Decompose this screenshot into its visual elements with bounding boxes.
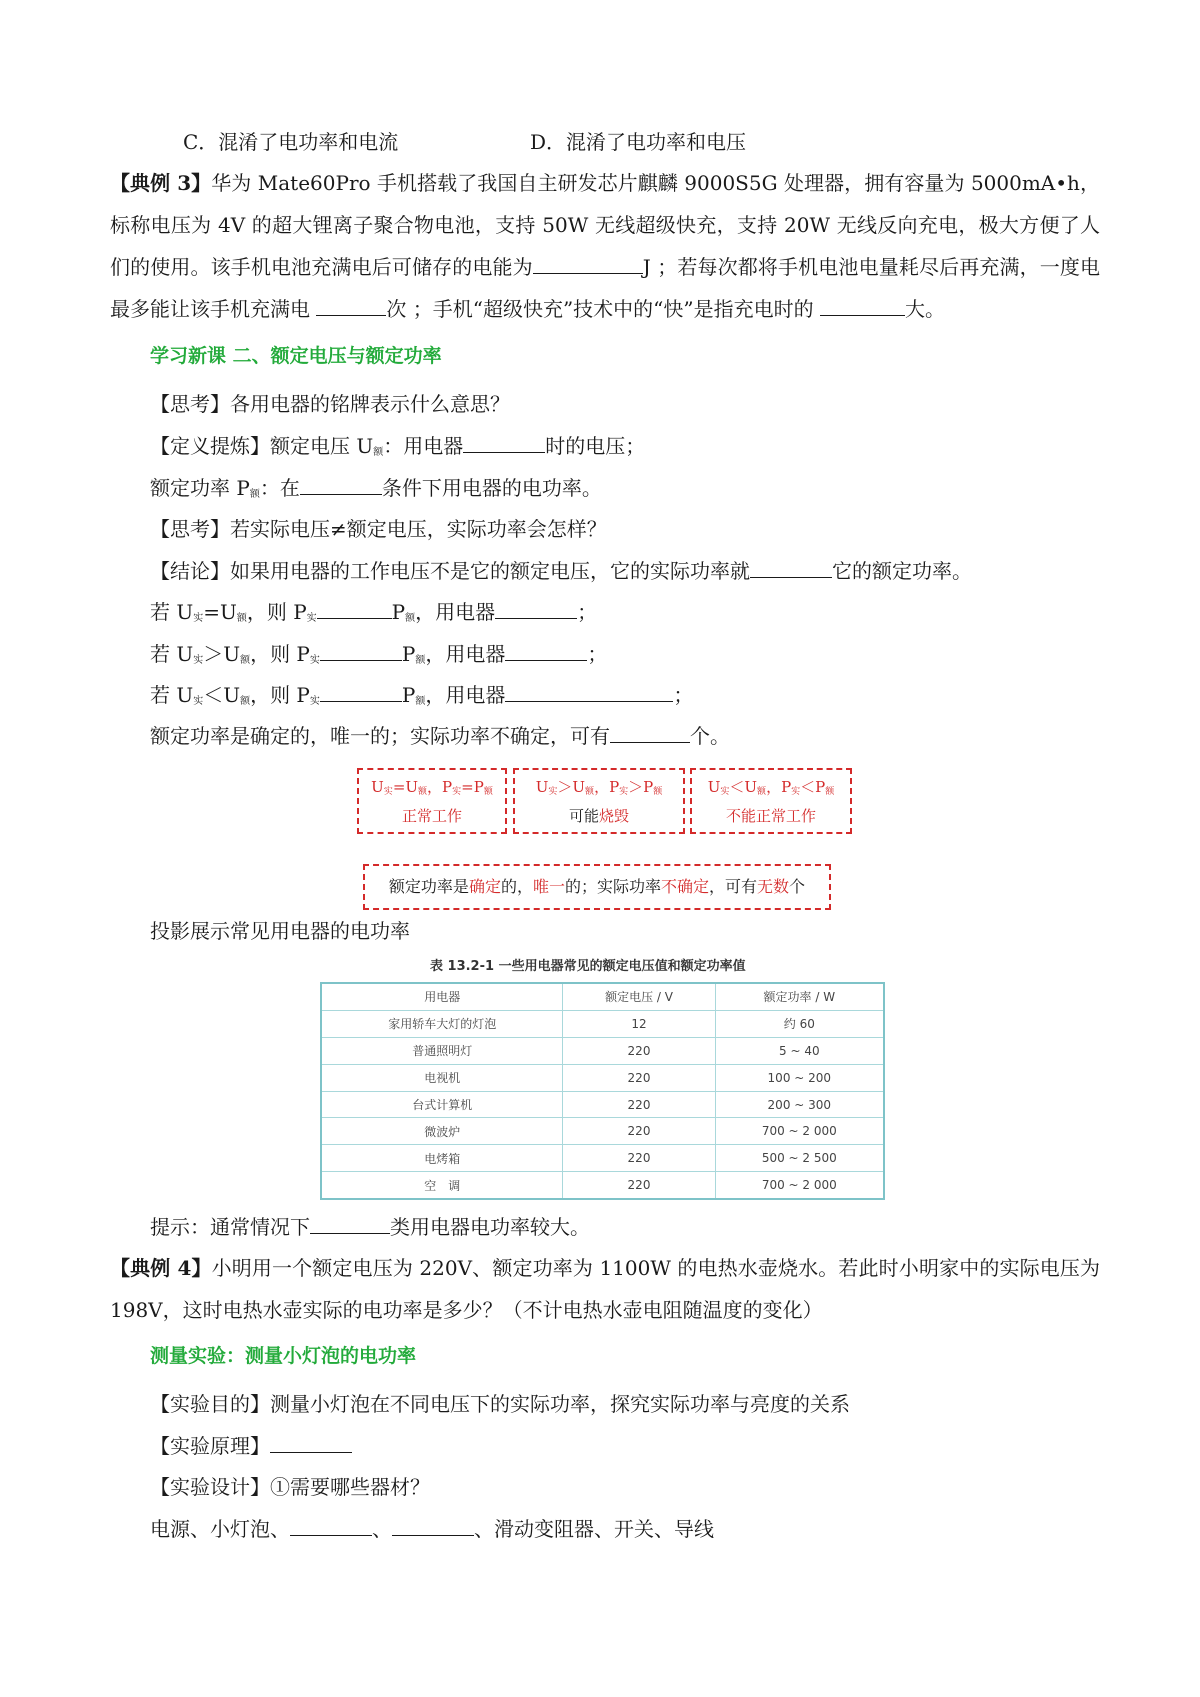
table-header: 用电器	[321, 983, 563, 1010]
answer-blank[interactable]	[495, 598, 577, 619]
definition-power-prefix: 额定功率 P	[150, 476, 250, 500]
subscript: 额	[240, 696, 251, 707]
box-summary-highlight: 不确定	[661, 877, 710, 896]
box-text: ，P	[427, 778, 453, 796]
think-1: 【思考】各用电器的铭牌表示什么意思？	[150, 392, 510, 416]
answer-blank[interactable]	[320, 640, 402, 661]
definition-voltage	[150, 432, 645, 467]
answer-blank[interactable]	[610, 722, 690, 743]
box-label-normal: 正常工作	[401, 807, 462, 825]
case-box-burn	[513, 768, 685, 834]
box-text: ＜U	[729, 778, 758, 796]
option-d: D．混淆了电功率和电压	[530, 130, 747, 154]
case-text: ；	[673, 683, 694, 707]
case-text: 若 U	[150, 600, 194, 624]
box-summary-highlight: 无数	[757, 877, 790, 896]
answer-blank[interactable]	[290, 1515, 372, 1536]
example-4	[110, 1247, 1100, 1331]
subscript: 额	[653, 787, 663, 797]
table-row	[321, 1064, 884, 1091]
subscript: 实	[193, 613, 204, 624]
answer-blank[interactable]	[463, 432, 545, 453]
subscript: 实	[383, 787, 393, 797]
table-header-row	[321, 983, 884, 1010]
section-heading-rated: 学习新课 二、额定电压与额定功率	[150, 345, 442, 367]
table-row	[321, 1091, 884, 1118]
box-label-abnormal: 不能正常工作	[725, 807, 816, 825]
box-label-burn: 烧毁	[599, 807, 630, 825]
conclusion-prefix: 【结论】如果用电器的工作电压不是它的额定电压，它的实际功率就	[150, 559, 750, 583]
equipment-sep: 、	[372, 1517, 392, 1541]
equipment-line	[150, 1515, 714, 1543]
box-text: ，P	[766, 778, 792, 796]
hint-suffix: 类用电器电功率较大。	[390, 1215, 590, 1239]
conclusion	[150, 557, 972, 585]
answer-blank[interactable]	[750, 557, 832, 578]
box-text: ，P	[594, 778, 620, 796]
think-2: 【思考】若实际电压≠额定电压，实际功率会怎样？	[150, 517, 607, 541]
subscript: 实	[720, 787, 730, 797]
subscript: 实	[193, 655, 204, 666]
answer-blank[interactable]	[505, 640, 587, 661]
table-header: 额定电压 / V	[563, 983, 715, 1010]
summary-suffix: 个。	[690, 724, 730, 748]
case-text: ，用电器	[425, 642, 506, 666]
table-cell: 台式计算机	[321, 1091, 563, 1118]
box-text: U	[371, 778, 384, 796]
example-3-tag: 【典例 3】	[110, 171, 212, 195]
subscript: 额	[825, 787, 835, 797]
box-text: ＜P	[800, 778, 826, 796]
case-box-abnormal	[690, 768, 852, 834]
box-summary-highlight: 唯一	[532, 877, 565, 896]
experiment-principle-label: 【实验原理】	[150, 1434, 270, 1458]
case-text: 若 U	[150, 683, 194, 707]
box-text: ＞P	[628, 778, 654, 796]
subscript: 额	[373, 447, 384, 458]
table-cell: 220	[563, 1145, 715, 1172]
conclusion-suffix: 它的额定功率。	[832, 559, 972, 583]
table-row	[321, 1010, 884, 1037]
box-text: =P	[461, 778, 484, 796]
box-label-maybe: 可能	[568, 807, 599, 825]
case-text: ，用电器	[425, 683, 506, 707]
summary-line	[150, 722, 730, 750]
box-summary-text: ，可有	[709, 877, 758, 896]
table-cell: 普通照明灯	[321, 1037, 563, 1064]
subscript: 额	[249, 489, 260, 500]
case-text: P	[391, 600, 406, 624]
box-summary-text: 的，	[500, 877, 533, 896]
subscript: 实	[309, 696, 320, 707]
box-text: =U	[392, 778, 419, 796]
table-cell: 5 ~ 40	[715, 1037, 884, 1064]
subscript: 实	[306, 613, 317, 624]
example-4-tag: 【典例 4】	[110, 1256, 212, 1280]
definition-power-mid: ：在	[259, 476, 300, 500]
table-cell: 电视机	[321, 1064, 563, 1091]
box-text: ＞U	[557, 778, 586, 796]
table-cell: 700 ~ 2 000	[715, 1118, 884, 1145]
example-3-text-c: 次 ；手机“超级快充”技术中的“快”是指充电时的	[386, 297, 820, 321]
table-row	[321, 1172, 884, 1199]
box-text: U	[707, 778, 721, 796]
case-text: ；	[587, 642, 608, 666]
table-row	[321, 1118, 884, 1145]
table-row	[321, 1145, 884, 1172]
table-cell: 约 60	[715, 1010, 884, 1037]
experiment-design: 【实验设计】①需要哪些器材？	[150, 1475, 430, 1499]
table-cell: 12	[563, 1010, 715, 1037]
table-cell: 200 ~ 300	[715, 1091, 884, 1118]
case-greater	[150, 640, 607, 675]
answer-blank[interactable]	[300, 474, 382, 495]
answer-blank[interactable]	[310, 1213, 390, 1234]
subscript: 额	[236, 613, 247, 624]
box-summary-text: 的；实际功率	[564, 877, 661, 896]
answer-blank[interactable]	[316, 295, 386, 316]
answer-blank[interactable]	[820, 295, 905, 316]
subscript: 实	[791, 787, 801, 797]
answer-blank[interactable]	[505, 681, 673, 702]
subscript: 额	[415, 696, 426, 707]
subscript: 实	[619, 787, 629, 797]
equipment-prefix: 电源、小灯泡、	[150, 1517, 290, 1541]
subscript: 实	[452, 787, 462, 797]
definition-voltage-prefix: 【定义提炼】额定电压 U	[150, 434, 374, 458]
subscript: 额	[757, 787, 767, 797]
case-text: ＜U	[203, 683, 241, 707]
subscript: 额	[483, 787, 493, 797]
example-4-text: 小明用一个额定电压为 220V、额定功率为 1100W 的电热水壶烧水。若此时小明家中的实际电压为 198V，这时电热水壶实际的电功率是多少？（不计电热水壶电阻随温度的变化）	[110, 1256, 1100, 1322]
definition-voltage-suffix: 时的电压；	[545, 434, 646, 458]
table-cell: 微波炉	[321, 1118, 563, 1145]
subscript: 实	[193, 696, 204, 707]
definition-voltage-mid: ：用电器	[383, 434, 464, 458]
box-text: U	[535, 778, 549, 796]
box-summary-text: 额定功率是	[388, 877, 469, 896]
box-summary-text: 个	[789, 877, 806, 896]
subscript: 额	[585, 787, 595, 797]
case-box-normal	[357, 768, 507, 834]
case-text: =U	[203, 600, 237, 624]
example-3	[110, 162, 1100, 330]
case-equal	[150, 598, 597, 633]
case-text: ＞U	[203, 642, 241, 666]
answer-blank[interactable]	[317, 598, 392, 619]
subscript: 额	[405, 613, 416, 624]
table-caption: 表 13.2-1 一些用电器常见的额定电压值和额定功率值	[430, 959, 746, 974]
case-text: P	[401, 683, 416, 707]
subscript: 额	[415, 655, 426, 666]
experiment-purpose: 【实验目的】测量小灯泡在不同电压下的实际功率，探究实际功率与亮度的关系	[150, 1392, 850, 1416]
table-cell: 空 调	[321, 1172, 563, 1199]
case-text: ，则 P	[246, 600, 307, 624]
example-3-text-b: J ；若每次都将手机电池电量耗尽后再充满，一度电最多能让该手机充满电	[110, 255, 1101, 321]
equipment-suffix: 、滑动变阻器、开关、导线	[474, 1517, 714, 1541]
table-cell: 220	[563, 1037, 715, 1064]
case-text: P	[401, 642, 416, 666]
appliance-power-table	[320, 982, 885, 1200]
case-text: ，则 P	[250, 642, 310, 666]
table-cell: 220	[563, 1091, 715, 1118]
rated-summary-box	[363, 864, 831, 910]
table-cell: 家用轿车大灯的灯泡	[321, 1010, 563, 1037]
case-text: ；	[577, 600, 598, 624]
summary-prefix: 额定功率是确定的，唯一的；实际功率不确定，可有	[150, 724, 610, 748]
case-less	[150, 681, 693, 716]
hint-line	[150, 1213, 590, 1241]
box-summary-highlight: 确定	[468, 877, 501, 896]
subscript: 实	[309, 655, 320, 666]
case-text: 若 U	[150, 642, 194, 666]
table-row	[321, 1037, 884, 1064]
table-cell: 500 ~ 2 500	[715, 1145, 884, 1172]
subscript: 额	[418, 787, 428, 797]
case-text: ，则 P	[250, 683, 310, 707]
table-cell: 电烤箱	[321, 1145, 563, 1172]
example-3-text-a: 华为 Mate60Pro 手机搭载了我国自主研发芯片麒麟 9000S5G 处理器，拥有容量为 5000mA•h，标称电压为 4V 的超大锂离子聚合物电池，支持 50W 无线超级快充，支持 20W 无线反向充电，极大方便了人们的使用。该手机电池充满电后可储存的电能为	[110, 171, 1100, 279]
table-cell: 220	[563, 1172, 715, 1199]
answer-blank[interactable]	[533, 253, 643, 274]
subscript: 额	[240, 655, 251, 666]
table-header: 额定功率 / W	[715, 983, 884, 1010]
experiment-principle	[150, 1432, 352, 1460]
definition-power-suffix: 条件下用电器的电功率。	[381, 476, 602, 500]
table-cell: 100 ~ 200	[715, 1064, 884, 1091]
subscript: 实	[548, 787, 558, 797]
answer-blank[interactable]	[392, 1515, 474, 1536]
case-text: ，用电器	[415, 600, 496, 624]
hint-prefix: 提示：通常情况下	[150, 1215, 310, 1239]
answer-blank[interactable]	[270, 1432, 352, 1453]
definition-power	[150, 474, 602, 509]
projection-note: 投影展示常见用电器的电功率	[150, 919, 410, 943]
example-3-text-d: 大。	[904, 297, 945, 321]
section-heading-experiment: 测量实验：测量小灯泡的电功率	[150, 1345, 417, 1367]
table-cell: 220	[563, 1064, 715, 1091]
table-cell: 220	[563, 1118, 715, 1145]
answer-blank[interactable]	[320, 681, 402, 702]
option-c: C．混淆了电功率和电流	[183, 130, 399, 154]
table-cell: 700 ~ 2 000	[715, 1172, 884, 1199]
